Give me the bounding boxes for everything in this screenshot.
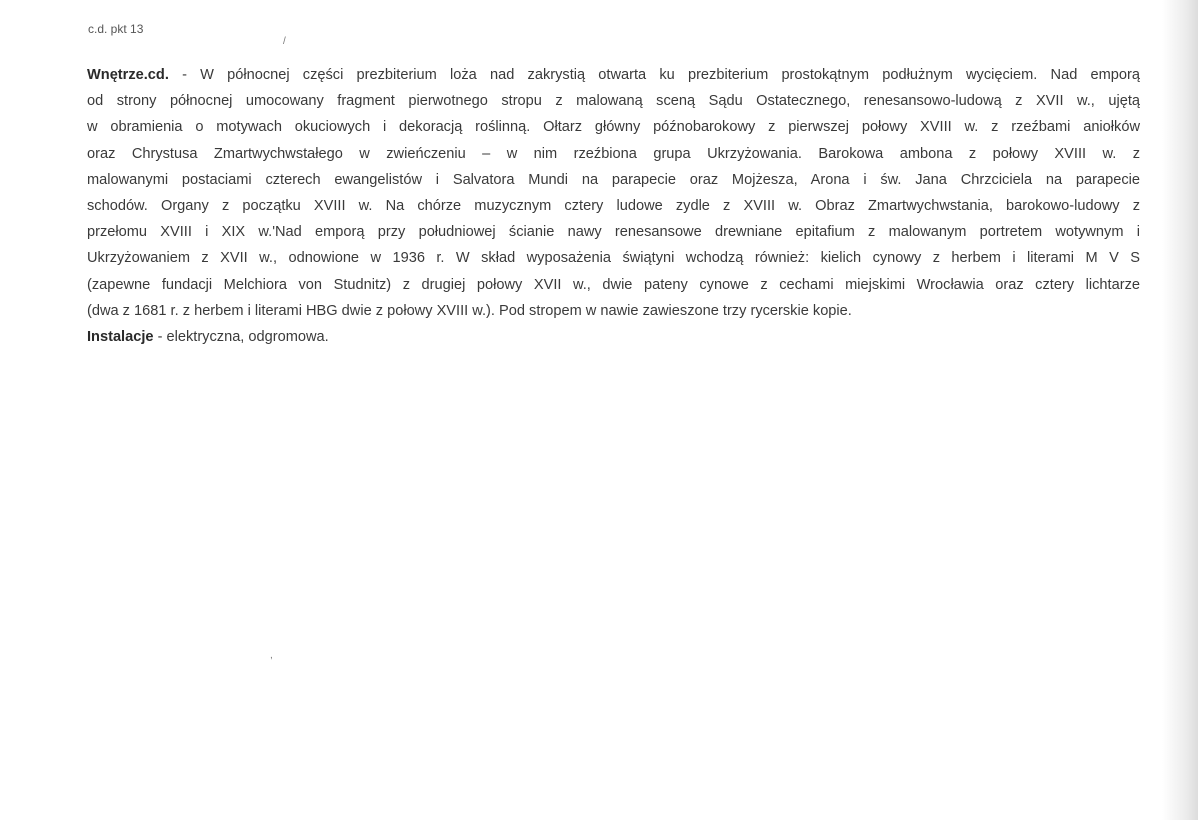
scan-speck: , (270, 650, 273, 661)
line-text: Ukrzyżowaniem z XVII w., odnowione w 1936 r. W skład wyposażenia świątyni wchodzą również: kielich cynowy z herbem i literami M V S (87, 250, 1140, 267)
text-line (87, 141, 1140, 167)
document-body (87, 62, 1140, 350)
line-text: w obramienia o motywach okuciowych i dekoracją roślinną. Ołtarz główny późnobarokowy z pierwszej połowy XVIII w. z rzeźbami aniołków (87, 119, 1140, 136)
header-note: c.d. pkt 13 (88, 22, 144, 36)
section-heading: Wnętrze.cd. (87, 67, 169, 83)
text-line (87, 193, 1140, 219)
line-text: schodów. Organy z początku XVIII w. Na chórze muzycznym cztery ludowe zydle z XVIII w. Obraz Zmartwychwstania, barokowo-ludowy z (87, 198, 1140, 215)
line-text: malowanymi postaciami czterech ewangelistów i Salvatora Mundi na parapecie oraz Mojżesza, Arona i św. Jana Chrzciciela na parapecie (87, 171, 1140, 188)
text-line (87, 88, 1140, 114)
text-line (87, 167, 1140, 193)
text-line (87, 245, 1140, 271)
line-text: - W północnej części prezbiterium loża nad zakrystią otwarta ku prezbiterium prostokątnym podłużnym wycięciem. Nad emporą (168, 67, 1140, 83)
text-line (87, 298, 1140, 324)
text-line (87, 324, 1140, 350)
line-text: od strony północnej umocowany fragment pierwotnego stropu z malowaną sceną Sądu Ostatecznego, renesansowo-ludową z XVII w., ujętą (87, 93, 1140, 110)
scan-speck: / (283, 36, 286, 47)
line-text: (zapewne fundacji Melchiora von Studnitz) z drugiej połowy XVII w., dwie pateny cynowe z cechami miejskimi Wrocławia oraz cztery lichtarze (87, 276, 1140, 293)
text-line (87, 272, 1140, 298)
text-line (87, 114, 1140, 140)
section-heading: Instalacje (87, 329, 154, 346)
text-line (87, 219, 1140, 245)
line-text: (dwa z 1681 r. z herbem i literami HBG dwie z połowy XVIII w.). Pod stropem w nawie zawieszone trzy rycerskie kopie. (87, 302, 852, 319)
line-text: oraz Chrystusa Zmartwychwstałego w zwieńczeniu – w nim rzeźbiona grupa Ukrzyżowania. Barokowa ambona z połowy XVIII w. z (87, 145, 1140, 162)
text-line (87, 62, 1140, 88)
line-text: - elektryczna, odgromowa. (153, 329, 329, 346)
line-text: przełomu XVIII i XIX w.'Nad emporą przy południowej ścianie nawy renesansowe drewniane epitafium z malowanym portretem wotywnym i (87, 224, 1140, 241)
